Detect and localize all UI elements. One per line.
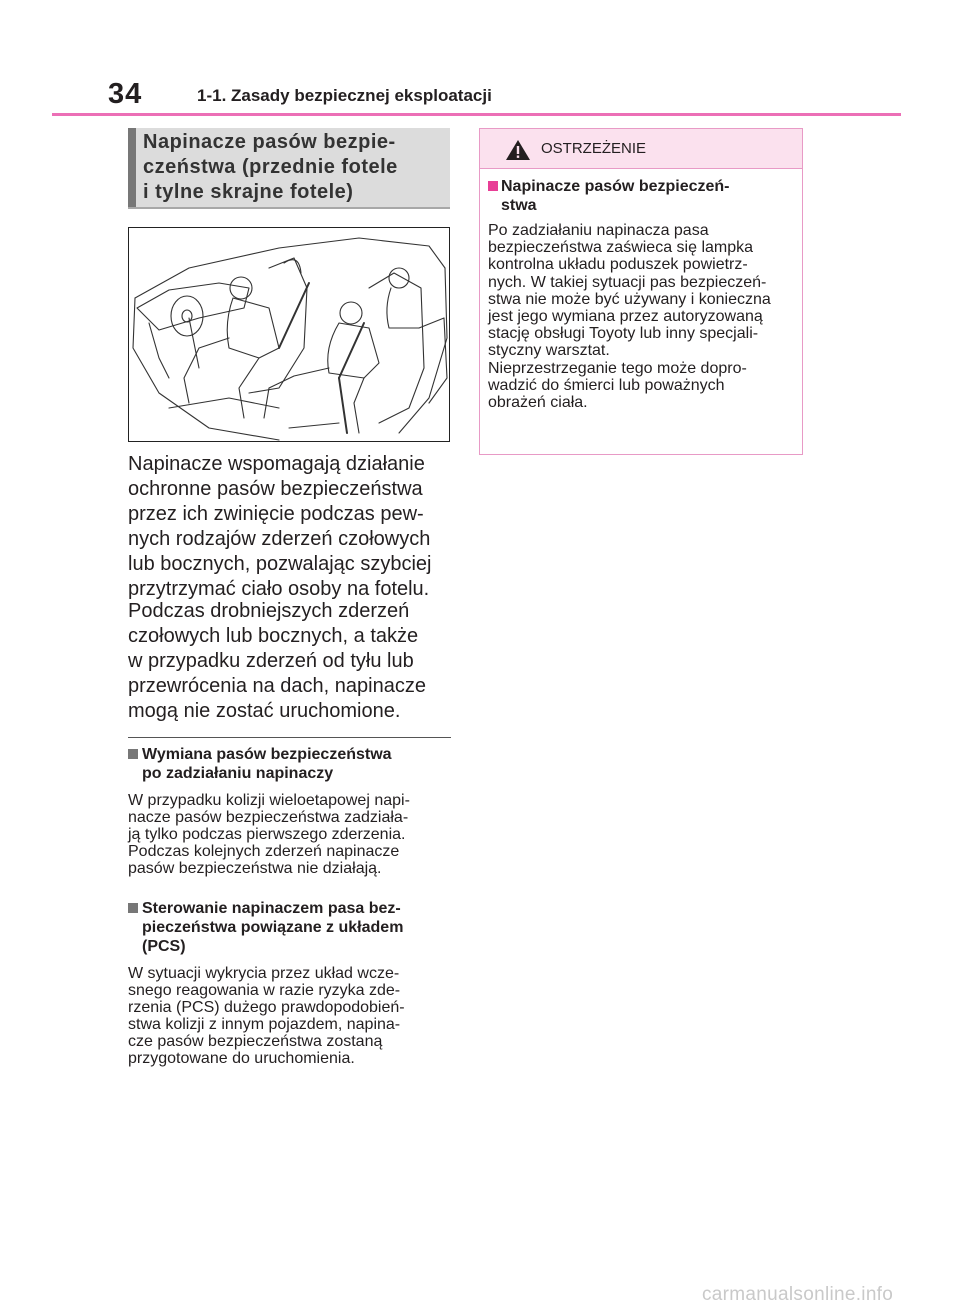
warning-header xyxy=(480,129,802,169)
subsection-heading-pcs xyxy=(128,899,458,956)
section-title-box xyxy=(128,128,450,209)
car-interior-illustration-icon xyxy=(129,228,449,441)
subsection-text-pcs: W sytuacji wykrycia przez układ wcze- snego reagowania w razie ryzyka zde- rzenia (PCS) dużego prawdopodobień- stwa kolizji z innym pojazdem, napina- cze pasów bezpieczeństwa zostaną przygotowane do uruchomienia. xyxy=(128,965,405,1067)
chapter-title: 1-1. Zasady bezpiecznej eksploatacji xyxy=(197,86,492,105)
section-title: Napinacze pasów bezpie- czeństwa (przednie fotele i tylne skrajne fotele) xyxy=(143,131,398,203)
warning-heading xyxy=(488,177,793,215)
square-bullet-icon xyxy=(128,749,138,759)
paragraph-intro: Napinacze wspomagają działanie ochronne pasów bezpieczeństwa przez ich zwinięcie podczas pew- nych rodzajów zderzeń czołowych lub bocznych, pozwalając szybciej przytrzymać ciało osoby na fotelu. xyxy=(128,453,432,600)
warning-text: Po zadziałaniu napinacza pasa bezpieczeństwa zaświeca się lampka kontrolna układu poduszek powietrz- nych. W takiej sytuacji pas bezpieczeń- stwa nie może być używany i konieczna jest jego wymiana przez autoryzowaną stację obsługi Toyoty lub inny specjali- styczny warsztat. Nieprzestrzeganie tego może dopro- wadzić do śmierci lub poważnych obrażeń ciała. xyxy=(488,222,771,412)
page-header xyxy=(0,0,960,120)
paragraph-minor-collisions: Podczas drobniejszych zderzeń czołowych lub bocznych, a także w przypadku zderzeń od tyłu lub przewrócenia na dach, napinacze mogą nie zostać uruchomione. xyxy=(128,600,426,722)
subsection-heading-text: Wymiana pasów bezpieczeństwa po zadziałaniu napinaczy xyxy=(142,746,392,782)
subsection-divider xyxy=(128,737,451,738)
page-number: 34 xyxy=(108,78,143,110)
seatbelt-pretensioner-illustration xyxy=(128,227,450,442)
section-title-bar xyxy=(128,128,136,207)
header-divider xyxy=(52,113,901,116)
warning-heading-text: Napinacze pasów bezpieczeń- stwa xyxy=(501,178,730,214)
subsection-text-replacement: W przypadku kolizji wieloetapowej napi- nacze pasów bezpieczeństwa zadziała- ją tylko podczas pierwszego zderzenia. Podczas kolejnych zderzeń napinacze pasów bezpieczeństwa nie działają. xyxy=(128,792,410,877)
subsection-heading-replacement xyxy=(128,745,458,783)
watermark: carmanualsonline.info xyxy=(702,1284,894,1305)
warning-box xyxy=(479,128,803,455)
warning-label: OSTRZEŻENIE xyxy=(541,140,647,157)
square-bullet-icon xyxy=(128,903,138,913)
subsection-heading-text: Sterowanie napinaczem pasa bez- pieczeństwa powiązane z układem (PCS) xyxy=(142,900,404,955)
warning-triangle-icon xyxy=(505,139,531,161)
square-bullet-icon xyxy=(488,181,498,191)
